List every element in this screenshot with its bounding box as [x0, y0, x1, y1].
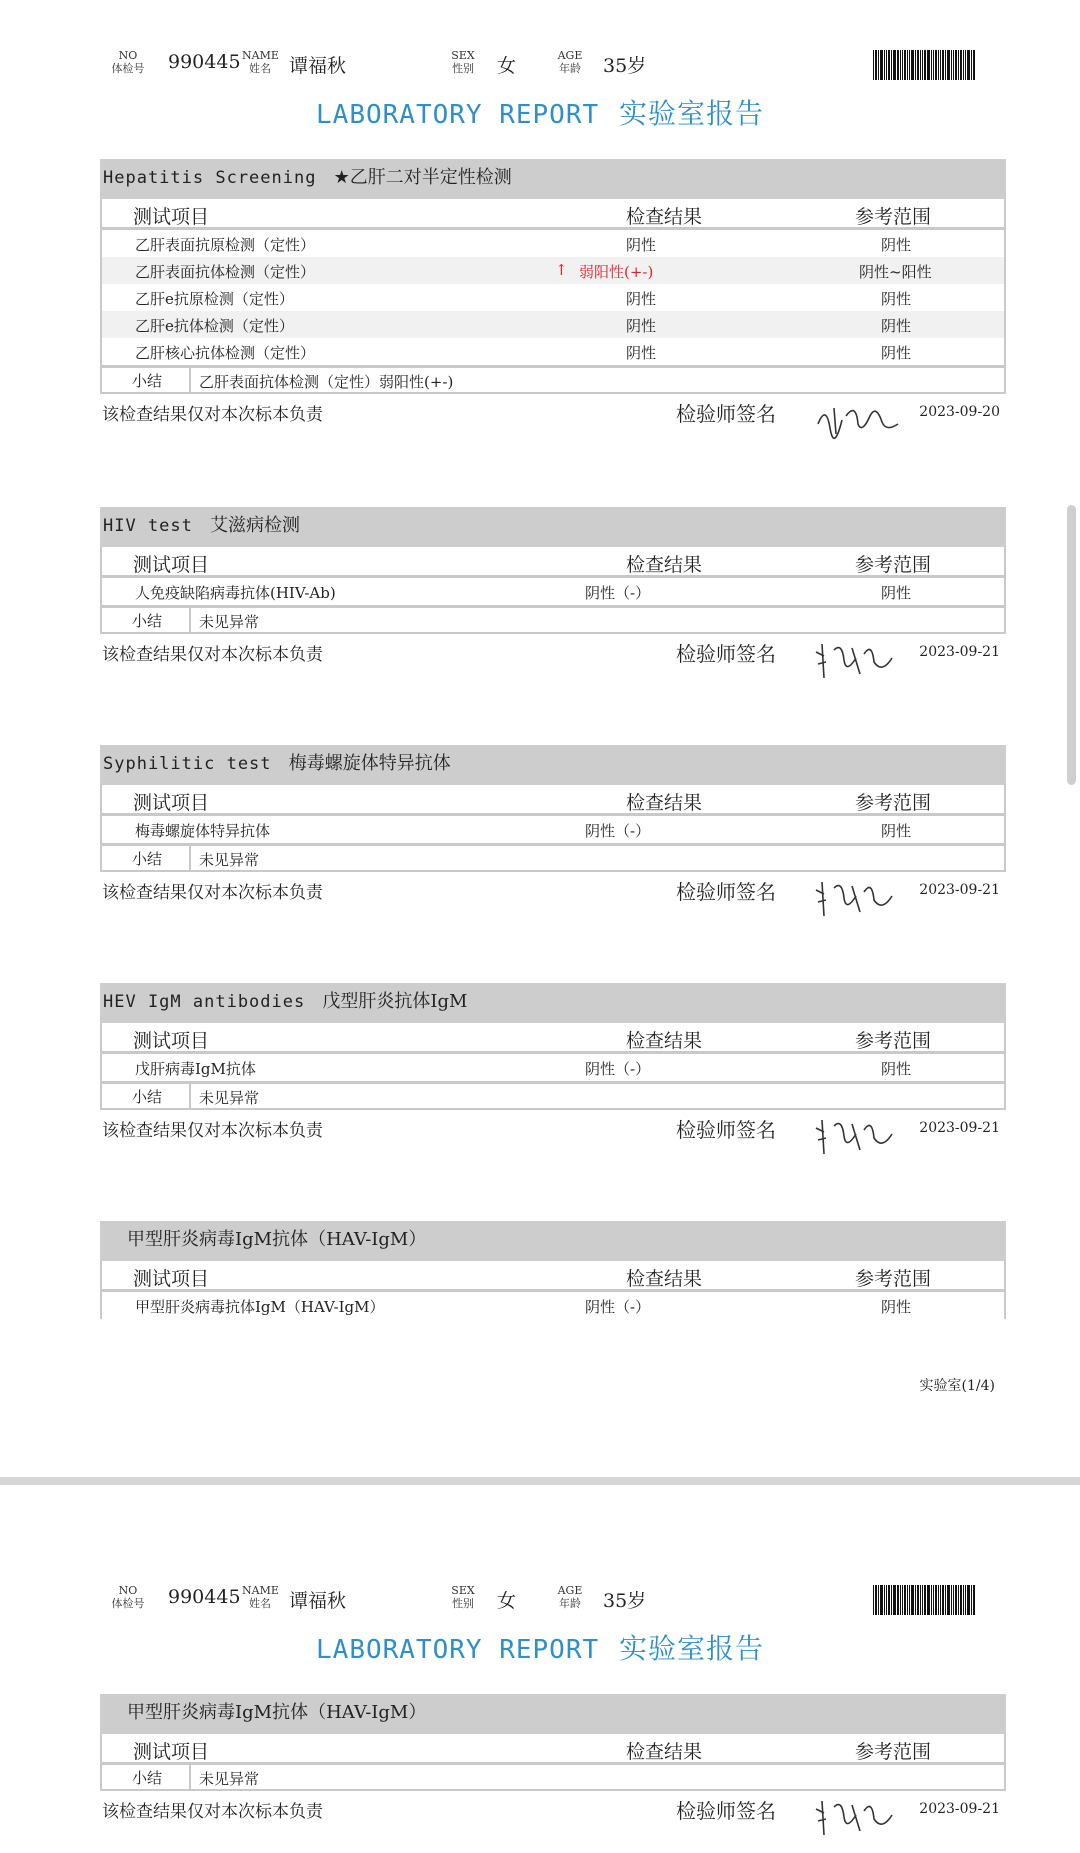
barcode-bar	[940, 1585, 941, 1615]
sex-label: SEX 性别	[451, 1584, 475, 1610]
name-label: NAME 姓名	[242, 1584, 279, 1610]
signature	[812, 394, 900, 444]
report-page-2	[0, 1535, 1080, 1853]
barcode-bar	[955, 50, 957, 80]
barcode-bar	[971, 1585, 972, 1615]
barcode-bar	[973, 1585, 975, 1615]
hav-section-continued	[100, 1694, 1006, 1831]
table-row: 戊肝病毒IgM抗体 阴性（-） 阴性	[135, 1060, 912, 1078]
barcode-bar	[960, 1585, 962, 1615]
hev-section	[100, 983, 1006, 1150]
exam-number: 990445	[168, 1586, 241, 1608]
barcode-bar	[967, 50, 970, 80]
barcode-bar	[942, 1585, 944, 1615]
patient-age: 35岁	[603, 1590, 647, 1612]
exam-number: 990445	[168, 51, 241, 73]
barcode-bar	[965, 1585, 966, 1615]
section-footer: 该检查结果仅对本次标本负责 检验师签名 2023-09-21	[100, 634, 1006, 674]
barcode-bar	[875, 1585, 877, 1615]
barcode-bar	[922, 50, 923, 80]
barcode-bar	[891, 1585, 892, 1615]
report-title: LABORATORY REPORT 实验室报告	[316, 97, 764, 130]
section-footer: 该检查结果仅对本次标本负责 检验师签名 2023-09-21	[100, 1110, 1006, 1150]
table-row: 人免疫缺陷病毒抗体(HIV-Ab) 阴性（-） 阴性	[135, 584, 912, 602]
barcode-bar	[884, 1585, 885, 1615]
section-title: Syphilitic test 梅毒螺旋体特异抗体	[100, 745, 1006, 785]
barcode-bar	[911, 1585, 914, 1615]
barcode-bar	[888, 1585, 890, 1615]
page-number: 实验室(1/4)	[919, 1378, 995, 1394]
patient-name: 谭福秋	[289, 55, 347, 77]
barcode-bar	[897, 1585, 899, 1615]
barcode-bar	[953, 1585, 954, 1615]
table-row: 梅毒螺旋体特异抗体 阴性（-） 阴性	[135, 822, 912, 840]
barcode-bar	[951, 50, 952, 80]
barcode-bar	[947, 50, 950, 80]
barcode-bar	[958, 50, 959, 80]
section-footer: 该检查结果仅对本次标本负责 检验师签名 2023-09-20	[100, 394, 1006, 434]
sex-label: SEX 性别	[451, 49, 475, 75]
section-footer: 该检查结果仅对本次标本负责 检验师签名 2023-09-21	[100, 872, 1006, 912]
barcode-bar	[933, 1585, 934, 1615]
table-header: 测试项目 检查结果 参考范围	[102, 199, 1004, 230]
section-title: Hepatitis Screening ★乙肝二对半定性检测	[100, 159, 1006, 199]
barcode-bar	[973, 50, 975, 80]
barcode-bar	[909, 50, 910, 80]
barcode	[873, 50, 1013, 80]
age-label: AGE 年龄	[557, 49, 583, 75]
age-label: AGE 年龄	[557, 1584, 583, 1610]
barcode-bar	[931, 1585, 932, 1615]
barcode-bar	[935, 1585, 937, 1615]
page-separator	[0, 1477, 1080, 1485]
signature	[812, 1110, 900, 1160]
barcode-bar	[893, 1585, 896, 1615]
barcode-bar	[891, 50, 892, 80]
barcode-bar	[917, 1585, 919, 1615]
barcode-bar	[902, 50, 903, 80]
summary-row: 小结 乙肝表面抗体检测（定性）弱阳性(+-)	[102, 365, 1004, 392]
barcode-bar	[951, 1585, 952, 1615]
barcode-bar	[922, 1585, 923, 1615]
barcode-bar	[942, 50, 944, 80]
barcode-bar	[884, 50, 885, 80]
barcode-bar	[945, 50, 946, 80]
barcode-bar	[920, 50, 921, 80]
table-header: 测试项目 检查结果 参考范围	[102, 547, 1004, 578]
barcode-bar	[873, 50, 874, 80]
barcode-bar	[963, 1585, 964, 1615]
barcode-bar	[897, 50, 899, 80]
table-row: 甲型肝炎病毒抗体IgM（HAV-IgM） 阴性（-） 阴性	[135, 1298, 912, 1316]
barcode-bar	[971, 50, 972, 80]
abnormal-result: 弱阳性(+-)	[579, 263, 654, 281]
patient-sex: 女	[497, 55, 517, 77]
barcode-bar	[907, 1585, 908, 1615]
report-title: LABORATORY REPORT 实验室报告	[316, 1632, 764, 1665]
barcode-bar	[904, 1585, 906, 1615]
barcode-bar	[963, 50, 964, 80]
barcode-bar	[965, 50, 966, 80]
section-title: 甲型肝炎病毒IgM抗体（HAV-IgM）	[100, 1221, 1006, 1261]
summary-row: 小结 未见异常	[102, 1081, 1004, 1108]
table-header: 测试项目 检查结果 参考范围	[102, 1023, 1004, 1054]
hav-section	[100, 1221, 1006, 1319]
barcode-bar	[940, 50, 941, 80]
hiv-section	[100, 507, 1006, 674]
barcode-bar	[907, 50, 908, 80]
table-header: 测试项目 检查结果 参考范围	[102, 1734, 1004, 1765]
table-row: 乙肝表面抗原检测（定性） 阴性 阴性	[135, 236, 912, 254]
table-row: 乙肝e抗原检测（定性） 阴性 阴性	[135, 290, 912, 308]
patient-age: 35岁	[603, 55, 647, 77]
section-title: 甲型肝炎病毒IgM抗体（HAV-IgM）	[100, 1694, 1006, 1734]
summary-row: 小结 未见异常	[102, 1765, 1004, 1789]
section-footer: 该检查结果仅对本次标本负责 检验师签名 2023-09-21	[100, 1791, 1006, 1831]
barcode-bar	[938, 50, 939, 80]
barcode-bar	[911, 50, 914, 80]
barcode-bar	[880, 50, 883, 80]
hepatitis-section	[100, 159, 1006, 434]
barcode-bar	[927, 50, 930, 80]
barcode-bar	[900, 50, 901, 80]
barcode-bar	[873, 1585, 874, 1615]
barcode-bar	[915, 50, 916, 80]
barcode-bar	[920, 1585, 921, 1615]
barcode-bar	[924, 50, 926, 80]
barcode-bar	[888, 50, 890, 80]
barcode-bar	[924, 1585, 926, 1615]
barcode-bar	[909, 1585, 910, 1615]
barcode-bar	[904, 50, 906, 80]
name-label: NAME 姓名	[242, 49, 279, 75]
barcode-bar	[967, 1585, 970, 1615]
barcode	[873, 1585, 1013, 1615]
scrollbar[interactable]	[1067, 505, 1076, 785]
barcode-bar	[917, 50, 919, 80]
summary-row: 小结 未见异常	[102, 605, 1004, 632]
barcode-bar	[893, 50, 896, 80]
signature	[812, 634, 900, 684]
barcode-bar	[902, 1585, 903, 1615]
barcode-bar	[886, 1585, 887, 1615]
barcode-bar	[886, 50, 887, 80]
table-header: 测试项目 检查结果 参考范围	[102, 1261, 1004, 1292]
barcode-bar	[878, 1585, 879, 1615]
signature	[812, 872, 900, 922]
table-row: 乙肝核心抗体检测（定性） 阴性 阴性	[135, 344, 912, 362]
barcode-bar	[875, 50, 877, 80]
barcode-bar	[927, 1585, 930, 1615]
no-label: NO 体检号	[111, 49, 145, 75]
barcode-bar	[938, 1585, 939, 1615]
barcode-bar	[958, 1585, 959, 1615]
barcode-bar	[915, 1585, 916, 1615]
barcode-bar	[931, 50, 932, 80]
barcode-bar	[880, 1585, 883, 1615]
barcode-bar	[933, 50, 934, 80]
up-arrow-icon: ↑	[555, 261, 568, 279]
patient-name: 谭福秋	[289, 1590, 347, 1612]
table-row: 乙肝表面抗体检测（定性） ↑ 弱阳性(+-) 阴性~阳性	[102, 257, 1004, 284]
barcode-bar	[947, 1585, 950, 1615]
barcode-bar	[900, 1585, 901, 1615]
barcode-bar	[878, 50, 879, 80]
no-label: NO 体检号	[111, 1584, 145, 1610]
barcode-bar	[935, 50, 937, 80]
section-title: HIV test 艾滋病检测	[100, 507, 1006, 547]
section-title: HEV IgM antibodies 戊型肝炎抗体IgM	[100, 983, 1006, 1023]
barcode-bar	[953, 50, 954, 80]
barcode-bar	[945, 1585, 946, 1615]
table-header: 测试项目 检查结果 参考范围	[102, 785, 1004, 816]
barcode-bar	[960, 50, 962, 80]
signature	[812, 1791, 900, 1841]
patient-sex: 女	[497, 1590, 517, 1612]
syphilis-section	[100, 745, 1006, 912]
summary-row: 小结 未见异常	[102, 843, 1004, 870]
barcode-bar	[955, 1585, 957, 1615]
table-row: 乙肝e抗体检测（定性） 阴性 阴性	[102, 311, 1004, 338]
